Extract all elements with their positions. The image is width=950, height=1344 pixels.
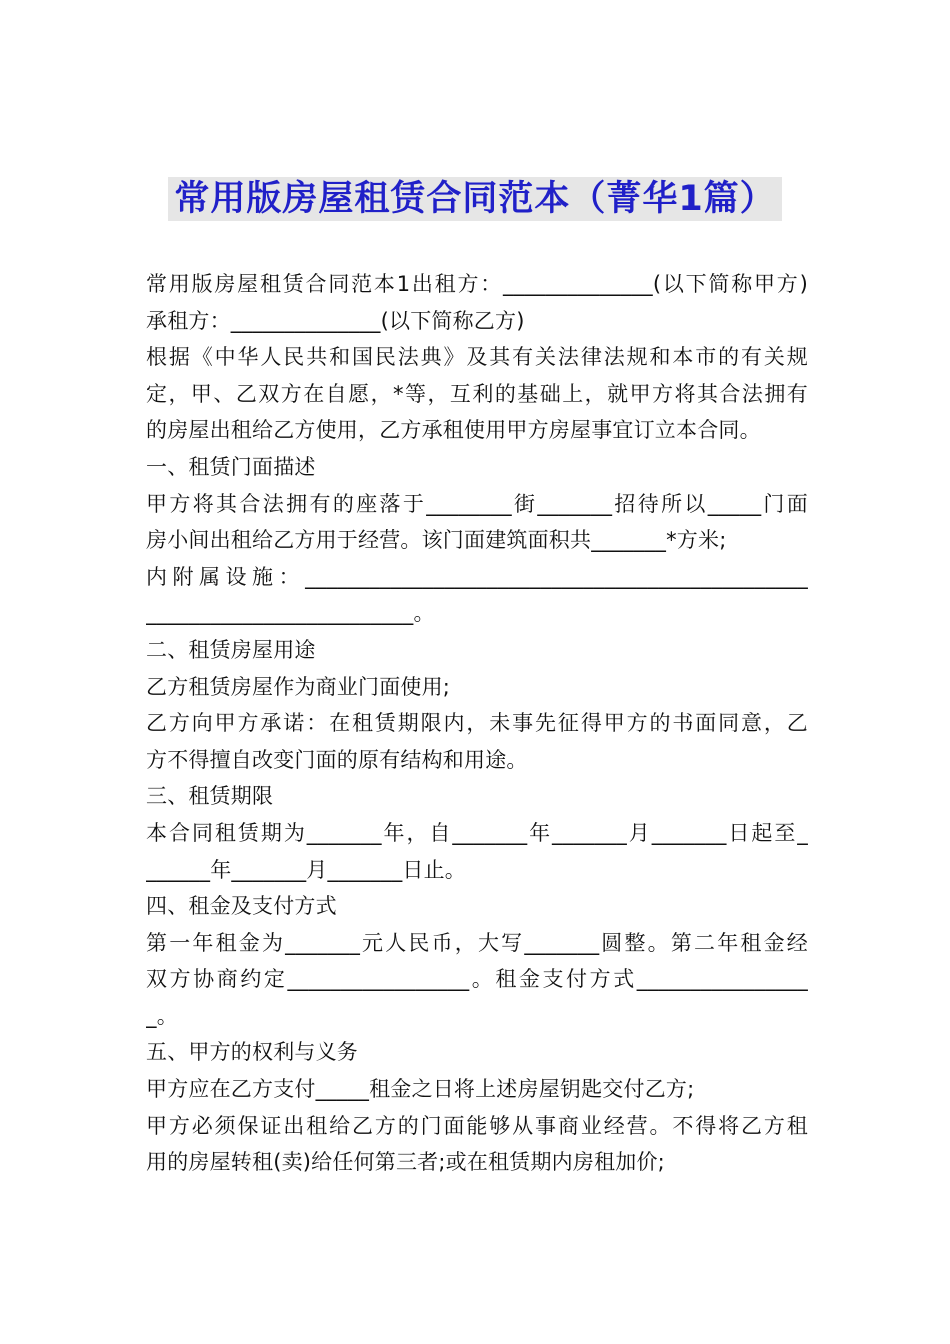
body-line: 常用版房屋租赁合同范本1出租方：______________(以下简称甲方) <box>146 272 808 296</box>
title-wrapper <box>0 177 950 221</box>
body-line: 乙方向甲方承诺：在租赁期限内，未事先征得甲方的书面同意，乙 <box>146 711 808 736</box>
document-title: 常用版房屋租赁合同范本（菁华1篇） <box>168 177 781 221</box>
body-line: 乙方租赁房屋作为商业门面使用; <box>146 674 451 699</box>
body-line: 双方协商约定_________________。租金支付方式________________ <box>146 967 808 992</box>
body-line: 第一年租金为_______元人民币，大写_______圆整。第二年租金经 <box>146 930 808 955</box>
body-line: _________________________。 <box>146 601 435 626</box>
body-line: 甲方应在乙方支付_____租金之日将上述房屋钥匙交付乙方; <box>146 1077 695 1102</box>
body-line: 定，甲、乙双方在自愿，*等，互利的基础上，就甲方将其合法拥有 <box>146 381 808 406</box>
body-line: 本合同租赁期为_______年，自_______年_______月_______日起至_ <box>146 820 808 845</box>
body-line: 根据《中华人民共和国民法典》及其有关法律法规和本市的有关规 <box>146 345 808 370</box>
body-line: _。 <box>146 1003 178 1028</box>
body-line: 房小间出租给乙方用于经营。该门面建筑面积共_______*方米; <box>146 528 727 553</box>
body-line: 用的房屋转租(卖)给任何第三者;或在租赁期内房租加价; <box>146 1150 665 1175</box>
body-line: 甲方将其合法拥有的座落于________街_______招待所以_____门面 <box>146 491 808 516</box>
body-line: 方不得擅自改变门面的原有结构和用途。 <box>146 747 528 772</box>
body-line: 内附属设施：_______________________________________________ <box>146 564 808 589</box>
body-line: 承租方：______________(以下简称乙方) <box>146 308 525 333</box>
body-line: 一、租赁门面描述 <box>146 454 316 479</box>
body-line: 三、租赁期限 <box>146 784 274 809</box>
body-line: 甲方必须保证出租给乙方的门面能够从事商业经营。不得将乙方租 <box>146 1113 808 1138</box>
body-line: 的房屋出租给乙方使用，乙方承租使用甲方房屋事宜订立本合同。 <box>146 418 761 443</box>
document-body <box>146 266 808 1181</box>
body-line: 五、甲方的权利与义务 <box>146 1040 358 1065</box>
body-line: 二、租赁房屋用途 <box>146 637 316 662</box>
body-line: ______年_______月_______日止。 <box>146 857 466 882</box>
body-line: 四、租金及支付方式 <box>146 894 337 919</box>
